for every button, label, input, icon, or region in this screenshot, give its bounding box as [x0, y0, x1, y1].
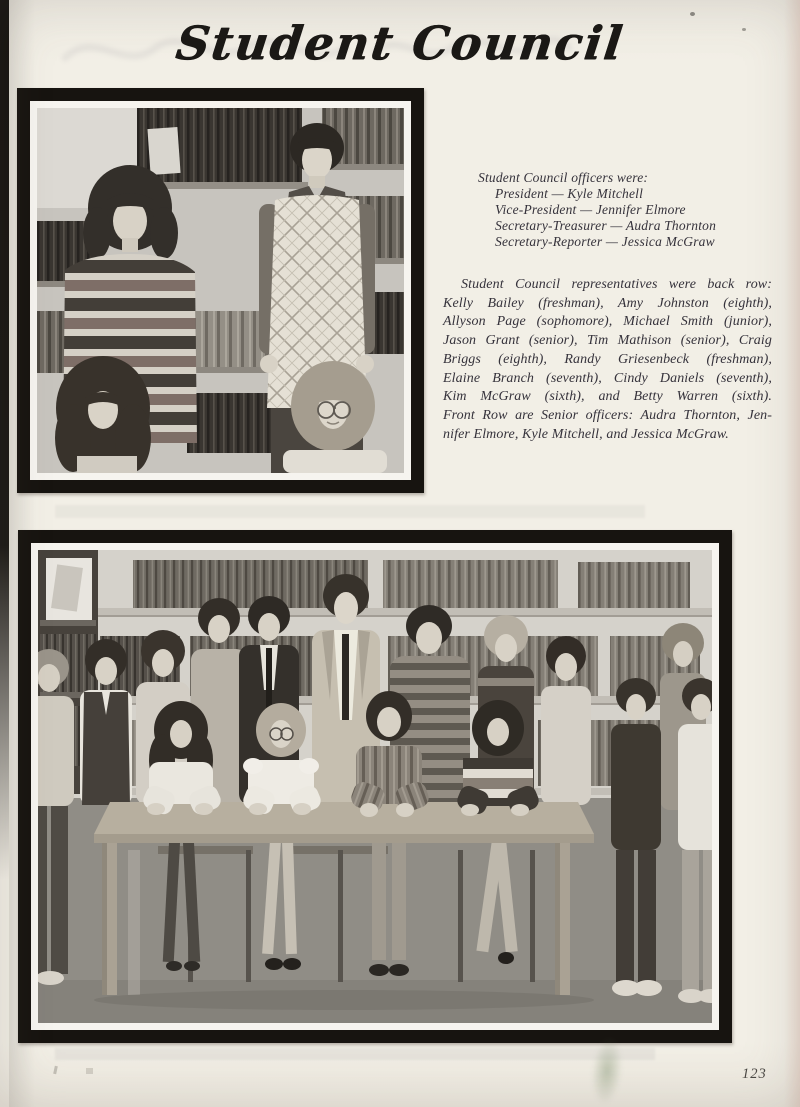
officers-photo-matte	[30, 101, 411, 480]
group-photo	[38, 550, 712, 1023]
paragraph-line: Elaine Branch (seventh), Cindy Daniels (seventh),	[443, 370, 772, 386]
figure-seated-girl	[55, 356, 151, 473]
officer-entry-secretary-reporter: Secretary-Reporter — Jessica McGraw	[495, 234, 715, 249]
paragraph-line: nifer Elmore, Kyle Mitchell, and Jessica McGraw.	[443, 426, 729, 442]
group-photo-illustration	[38, 550, 712, 1023]
scan-speck	[690, 12, 695, 16]
officers-photo-frame	[17, 88, 424, 493]
paragraph-line: Kelly Bailey (freshman), Amy Johnston (eighth),	[443, 295, 772, 311]
bleed-through-band	[55, 1048, 655, 1060]
paragraph-line: Allyson Page (sophomore), Michael Smith (junior),	[443, 314, 772, 330]
page-title: Student Council	[173, 16, 627, 70]
paragraph-line: Student Council representatives were back row:	[461, 277, 772, 292]
pencil-mark	[86, 1068, 93, 1074]
ink-smudge	[589, 1037, 626, 1106]
page-number: 123	[742, 1066, 767, 1082]
bleed-through-band	[55, 505, 645, 518]
officers-list	[478, 170, 744, 250]
paragraph-line: Briggs (eighth), Randy Griesenbeck (freshman),	[443, 351, 772, 367]
officer-entry-vice-president: Vice-President — Jennifer Elmore	[495, 202, 686, 217]
group-photo-matte	[31, 543, 719, 1030]
paragraph-line: Jason Grant (senior), Tim Mathison (senior), Craig	[443, 333, 772, 349]
officers-photo-illustration	[37, 108, 404, 473]
pencil-mark	[53, 1066, 58, 1074]
officers-heading: Student Council officers were:	[478, 170, 649, 185]
officer-entry-secretary-treasurer: Secretary-Treasurer — Audra Thornton	[495, 218, 717, 233]
scan-edge-strip	[0, 0, 9, 880]
representatives-paragraph	[443, 276, 772, 444]
page-edge-tint	[784, 0, 800, 1107]
officers-photo	[37, 108, 404, 473]
group-photo-frame	[18, 530, 732, 1043]
paragraph-line: Kim McGraw (sixth), and Betty Warren (sixth).	[443, 389, 772, 405]
officer-entry-president: President — Kyle Mitchell	[495, 186, 644, 201]
scan-speck	[742, 28, 746, 31]
paragraph-line: Front Row are Senior officers: Audra Thornton, Jen-	[443, 407, 772, 423]
